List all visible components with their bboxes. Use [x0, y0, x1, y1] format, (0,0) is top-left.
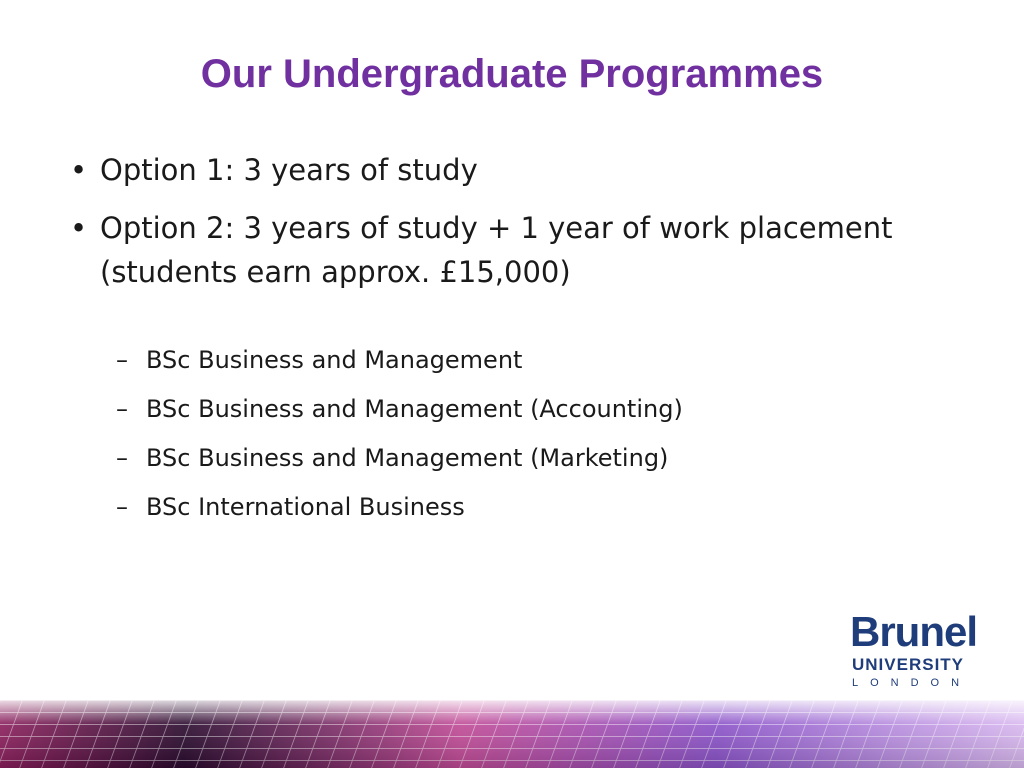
dash-marker: –: [116, 395, 128, 423]
logo-city-text: LONDON: [852, 677, 972, 689]
sub-bullet-item: [60, 442, 960, 474]
dash-marker: –: [116, 493, 128, 521]
brunel-logo: [850, 608, 980, 690]
slide-title: Our Undergraduate Programmes: [200, 52, 824, 96]
sub-bullet-item: [60, 344, 960, 376]
bullet-text: Option 2: 3 years of study + 1 year of work placement (students earn approx. £15,000): [100, 211, 893, 289]
logo-brand-text: Brunel: [850, 608, 978, 655]
bullet-list: [60, 148, 960, 294]
bullet-item: [60, 148, 960, 192]
sub-bullet-text: BSc Business and Management (Marketing): [146, 444, 669, 472]
bullet-text: Option 1: 3 years of study: [100, 153, 478, 187]
dash-marker: –: [116, 346, 128, 374]
sub-bullet-text: BSc Business and Management: [146, 346, 523, 374]
bullet-item: [60, 206, 960, 294]
logo-university-text: UNIVERSITY: [852, 655, 965, 674]
bullet-marker: •: [70, 153, 88, 187]
dash-marker: –: [116, 444, 128, 472]
sub-bullet-item: [60, 491, 960, 523]
footer-decorative-band: [0, 700, 1024, 768]
slide-body: [60, 148, 960, 540]
sub-bullet-text: BSc International Business: [146, 493, 465, 521]
sub-bullet-item: [60, 393, 960, 425]
bullet-marker: •: [70, 211, 88, 245]
sub-bullet-text: BSc Business and Management (Accounting): [146, 395, 683, 423]
sub-bullet-list: [60, 344, 960, 523]
band-fade: [0, 700, 1024, 768]
